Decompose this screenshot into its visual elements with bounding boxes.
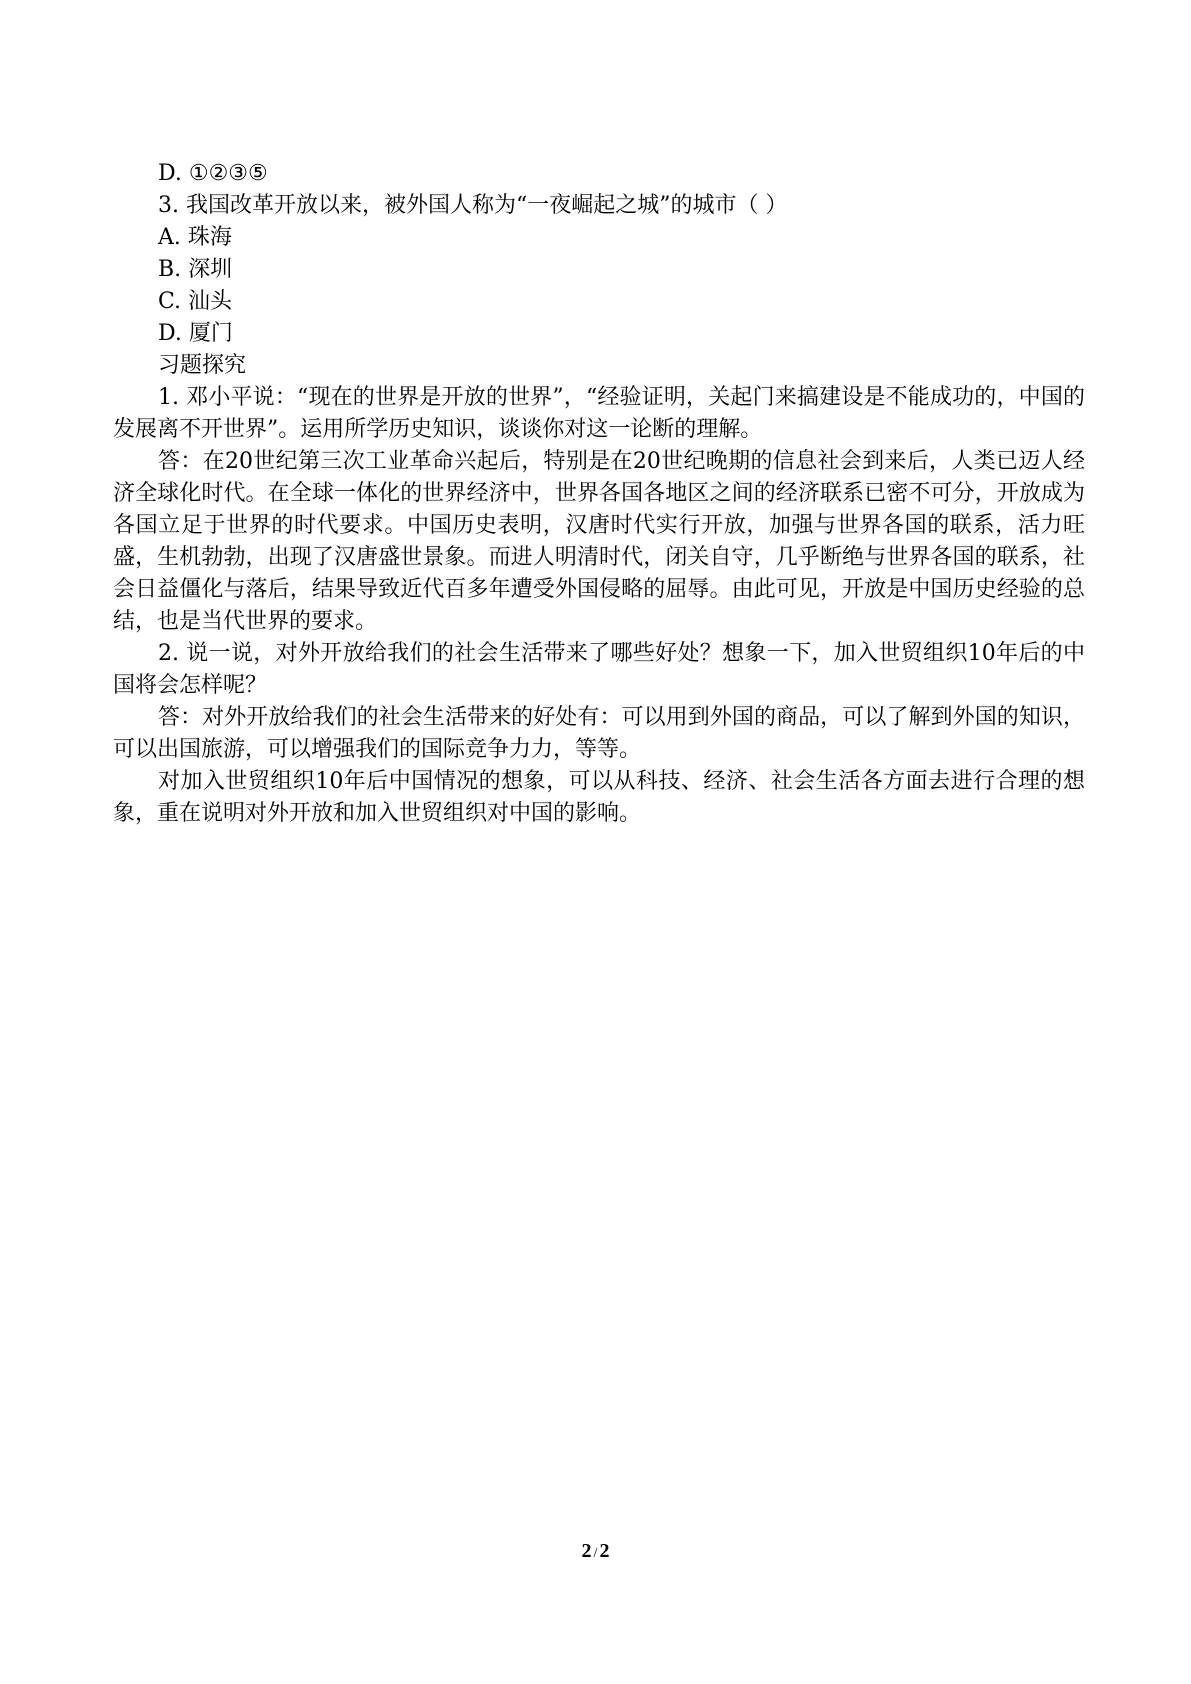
current-page: 2 — [581, 1540, 592, 1562]
page-number — [0, 1540, 1191, 1563]
exercise-2-answer-extra: 对加入世贸组织10年后中国情况的想象，可以从科技、经济、社会生活各方面去进行合理的想象，重在说明对外开放和加入世贸组织对中国的影响。 — [113, 769, 1085, 826]
exercise-2-question: 2. 说一说，对外开放给我们的社会生活带来了哪些好处？想象一下，加入世贸组织10年后的中国将会怎样呢？ — [113, 641, 1085, 698]
prev-question-option-d: D. ①②③⑤ — [158, 161, 268, 186]
exercise-1-answer: 答：在20世纪第三次工业革命兴起后，特别是在20世纪晚期的信息社会到来后，人类已迈人经济全球化时代。在全球一体化的世界经济中，世界各国各地区之间的经济联系已密不可分，开放成为各国立足于世界的时代要求。中国历史表明，汉唐时代实行开放，加强与世界各国的联系，活力旺盛，生机勃勃，出现了汉唐盛世景象。而进人明清时代，闭关自守，几乎断绝与世界各国的联系，社会日益僵化与落后，结果导致近代百多年遭受外国侵略的屈辱。由此可见，开放是中国历史经验的总结，也是当代世界的要求。 — [113, 449, 1085, 634]
section-title: 习题探究 — [158, 353, 247, 378]
question-3-option-d: D. 厦门 — [158, 321, 233, 346]
total-pages: 2 — [599, 1540, 610, 1562]
question-3-option-a: A. 珠海 — [158, 225, 232, 250]
page-separator: / — [593, 1546, 598, 1561]
question-3-option-c: C. 汕头 — [158, 289, 233, 314]
document-body — [113, 158, 1085, 830]
exercise-2-answer: 答：对外开放给我们的社会生活带来的好处有：可以用到外国的商品，可以了解到外国的知识，可以出国旅游，可以增强我们的国际竞争力力，等等。 — [113, 705, 1085, 762]
question-3-option-b: B. 深圳 — [158, 257, 233, 282]
question-3: 3. 我国改革开放以来，被外国人称为“一夜崛起之城”的城市（ ） — [158, 193, 788, 218]
exercise-1-question: 1. 邓小平说：“现在的世界是开放的世界”，“经验证明，关起门来搞建设是不能成功的，中国的发展离不开世界”。运用所学历史知识，谈谈你对这一论断的理解。 — [113, 385, 1085, 442]
